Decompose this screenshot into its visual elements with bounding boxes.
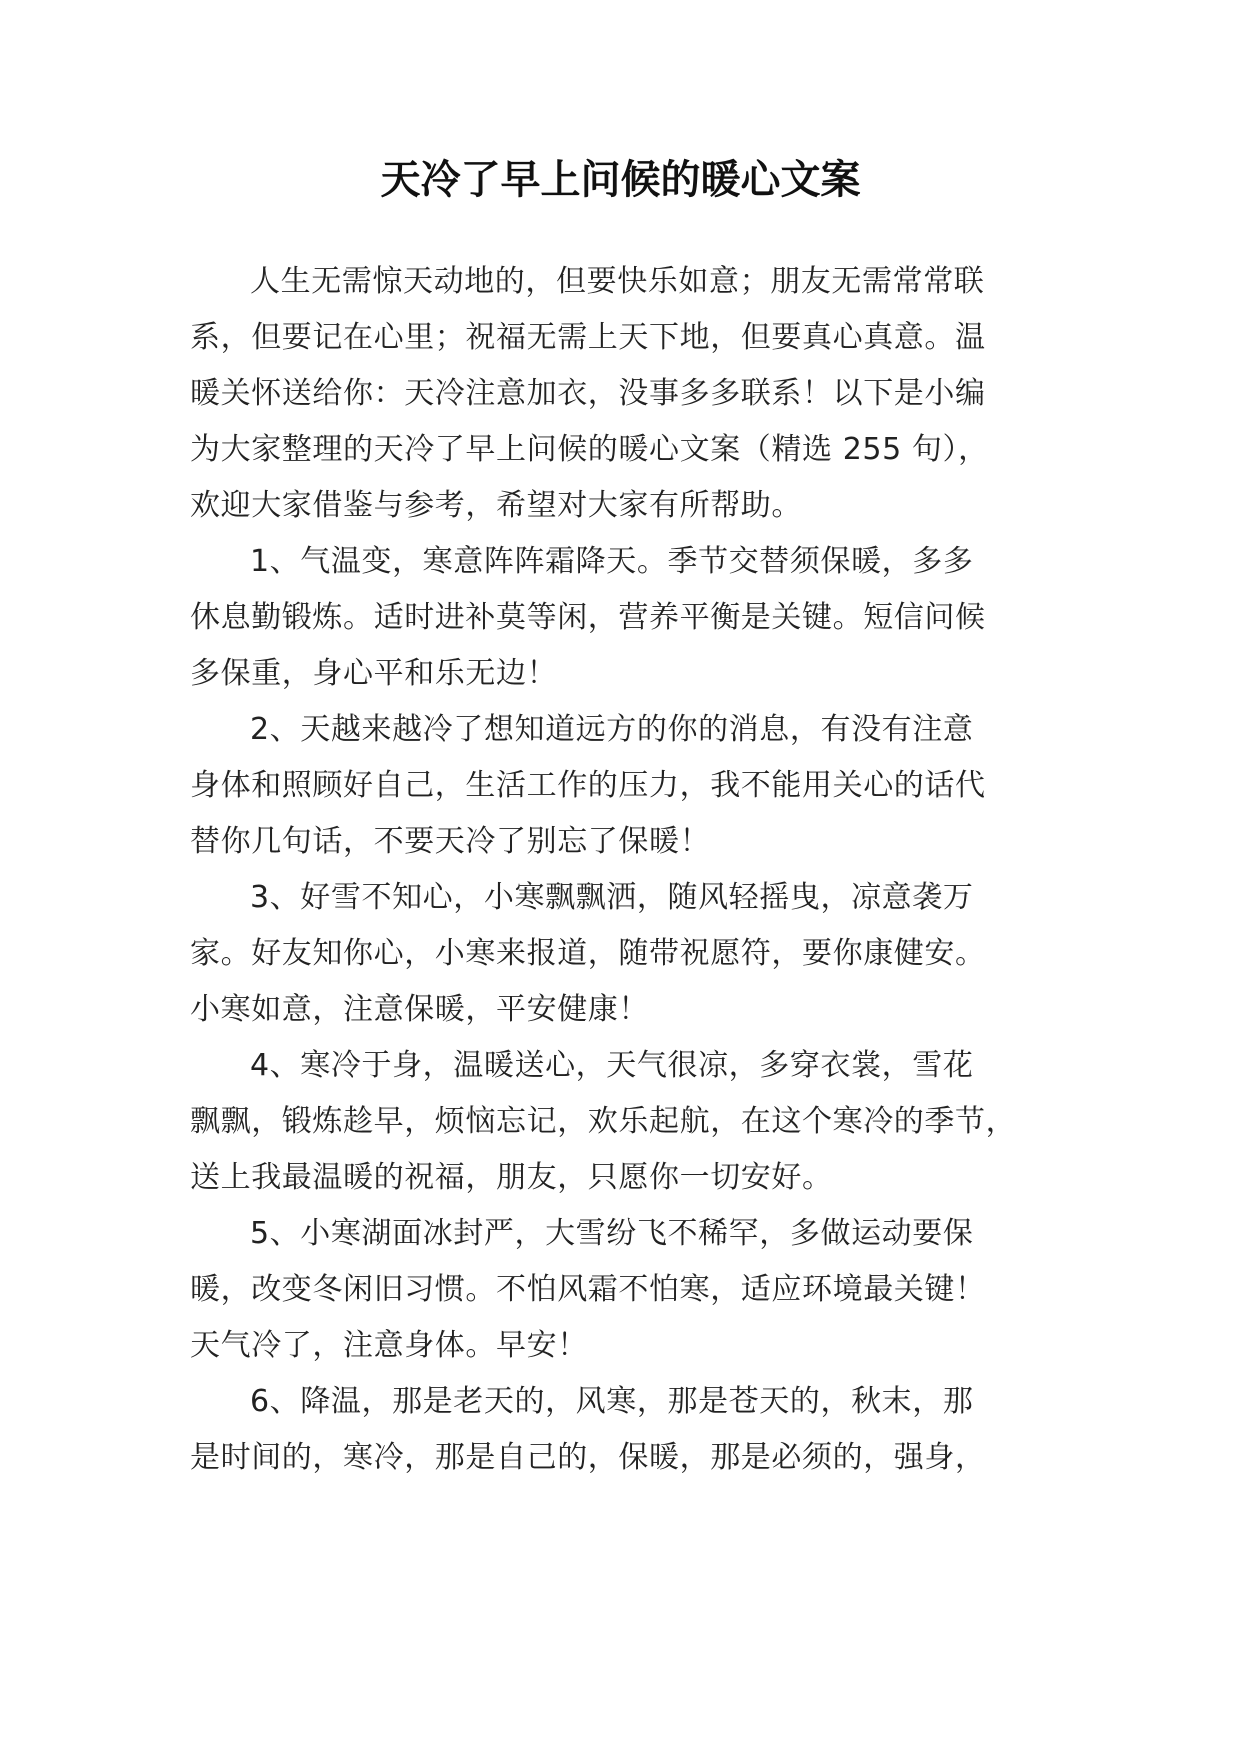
text-line: 3、好雪不知心，小寒飘飘洒，随风轻摇曳，凉意袭万 bbox=[250, 880, 974, 915]
text-line: 休息勤锻炼。适时进补莫等闲，营养平衡是关键。短信问候 bbox=[190, 600, 986, 635]
text-line: 暖，改变冬闲旧习惯。不怕风霜不怕寒，适应环境最关键！ bbox=[190, 1272, 986, 1307]
text-line: 5、小寒湖面冰封严，大雪纷飞不稀罕，多做运动要保 bbox=[250, 1216, 974, 1251]
text-line: 1、气温变，寒意阵阵霜降天。季节交替须保暖，多多 bbox=[250, 544, 974, 579]
text-line: 暖关怀送给你：天冷注意加衣，没事多多联系！以下是小编 bbox=[190, 376, 986, 411]
text-line: 替你几句话，不要天冷了别忘了保暖！ bbox=[190, 824, 711, 859]
text-line: 飘飘，锻炼趁早，烦恼忘记，欢乐起航，在这个寒冷的季节， bbox=[190, 1104, 1017, 1139]
text-line: 人生无需惊天动地的，但要快乐如意；朋友无需常常联 bbox=[250, 264, 985, 299]
text-line: 4、寒冷于身，温暖送心，天气很凉，多穿衣裳，雪花 bbox=[250, 1048, 974, 1083]
text-line: 欢迎大家借鉴与参考，希望对大家有所帮助。 bbox=[190, 488, 802, 523]
text-line: 送上我最温暖的祝福，朋友，只愿你一切安好。 bbox=[190, 1160, 833, 1195]
text-line: 多保重，身心平和乐无边！ bbox=[190, 656, 558, 691]
text-line: 是时间的，寒冷，那是自己的，保暖，那是必须的，强身， bbox=[190, 1440, 986, 1475]
text-line: 家。好友知你心，小寒来报道，随带祝愿符，要你康健安。 bbox=[190, 936, 986, 971]
text-line: 身体和照顾好自己，生活工作的压力，我不能用关心的话代 bbox=[190, 768, 986, 803]
text-line: 天气冷了，注意身体。早安！ bbox=[190, 1328, 588, 1363]
text-line: 2、天越来越冷了想知道远方的你的消息，有没有注意 bbox=[250, 712, 974, 747]
text-line: 为大家整理的天冷了早上问候的暖心文案（精选 255 句）， bbox=[190, 432, 989, 467]
text-line: 6、降温，那是老天的，风寒，那是苍天的，秋末，那 bbox=[250, 1384, 974, 1419]
text-line: 系，但要记在心里；祝福无需上天下地，但要真心真意。温 bbox=[190, 320, 986, 355]
text-line: 小寒如意，注意保暖，平安健康！ bbox=[190, 992, 649, 1027]
document-title: 天冷了早上问候的暖心文案 bbox=[380, 157, 861, 203]
